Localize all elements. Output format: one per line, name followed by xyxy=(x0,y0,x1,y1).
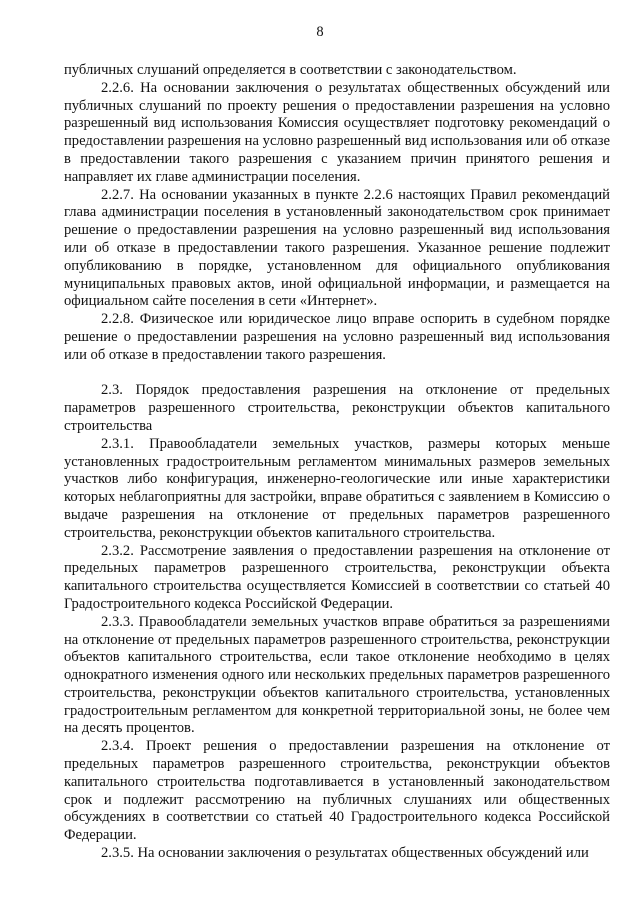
paragraph-continuation: публичных слушаний определяется в соответствии с законодательством. xyxy=(64,62,517,78)
paragraph-2-3-4: 2.3.4. Проект решения о предоставлении разрешения на отклонение от предельных параметров разрешенного строительства, реконструкции объектов капитального строительства подготавливается в установленный законодательством срок и подлежит рассмотрению на публичных слушаниях или общественных обсуждениях в соответствии со статьей 40 Градостроительного кодекса Российской Федерации. xyxy=(64,738,610,844)
document-body xyxy=(64,62,610,863)
paragraph-2-2-7: 2.2.7. На основании указанных в пункте 2.2.6 настоящих Правил рекомендаций глава администрации поселения в установленный законодательством срок принимает решение о предоставлении разрешения на условно разрешенный вид использования или об отказе в предоставлении такого разрешения. Указанное решение подлежит опубликованию в порядке, установленном для официального опубликования муниципальных правовых актов, иной официальной информации, и размещается на официальном сайте поселения в сети «Интернет». xyxy=(64,186,610,310)
paragraph-2-3-1: 2.3.1. Правообладатели земельных участков, размеры которых меньше установленных градостроительным регламентом минимальных размеров земельных участков либо конфигурация, инженерно-геологические или иные характеристики которых неблагоприятны для застройки, вправе обратиться с заявлением в Комиссию о выдаче разрешения на отклонение от предельных параметров разрешенного строительства, реконструкции объектов капитального строительства. xyxy=(64,435,610,541)
paragraph-2-2-8: 2.2.8. Физическое или юридическое лицо вправе оспорить в судебном порядке решение о предоставлении разрешения на условно разрешенный вид использования или об отказе в предоставлении такого разрешения. xyxy=(64,311,610,363)
section-heading-2-3: 2.3. Порядок предоставления разрешения на отклонение от предельных параметров разрешенного строительства, реконструкции объектов капитального строительства xyxy=(64,382,610,434)
paragraph-2-3-3: 2.3.3. Правообладатели земельных участков вправе обратиться за разрешениями на отклонение от предельных параметров разрешенного строительства, реконструкции объектов капитального строительства, если такое отклонение необходимо в целях однократного изменения одного или нескольких предельных параметров разрешенного строительства, реконструкции объектов капитального строительства, установленных градостроительным регламентом для конкретной территориальной зоны, не более чем на десять процентов. xyxy=(64,613,610,737)
paragraph-2-2-6: 2.2.6. На основании заключения о результатах общественных обсуждений или публичных слушаний по проекту решения о предоставлении разрешения на условно разрешенный вид использования Комиссия осуществляет подготовку рекомендаций о предоставлении разрешения на условно разрешенный вид использования или об отказе в предоставлении такого разрешения с указанием причин принятого решения и направляет их главе администрации поселения. xyxy=(64,79,610,185)
paragraph-2-3-2: 2.3.2. Рассмотрение заявления о предоставлении разрешения на отклонение от предельных параметров разрешенного строительства, реконструкции объекта капитального строительства осуществляется Комиссией в соответствии со статьей 40 Градостроительного кодекса Российской Федерации. xyxy=(64,542,610,612)
page-number: 8 xyxy=(316,24,324,40)
paragraph-2-3-5: 2.3.5. На основании заключения о результатах общественных обсуждений или xyxy=(101,845,589,862)
